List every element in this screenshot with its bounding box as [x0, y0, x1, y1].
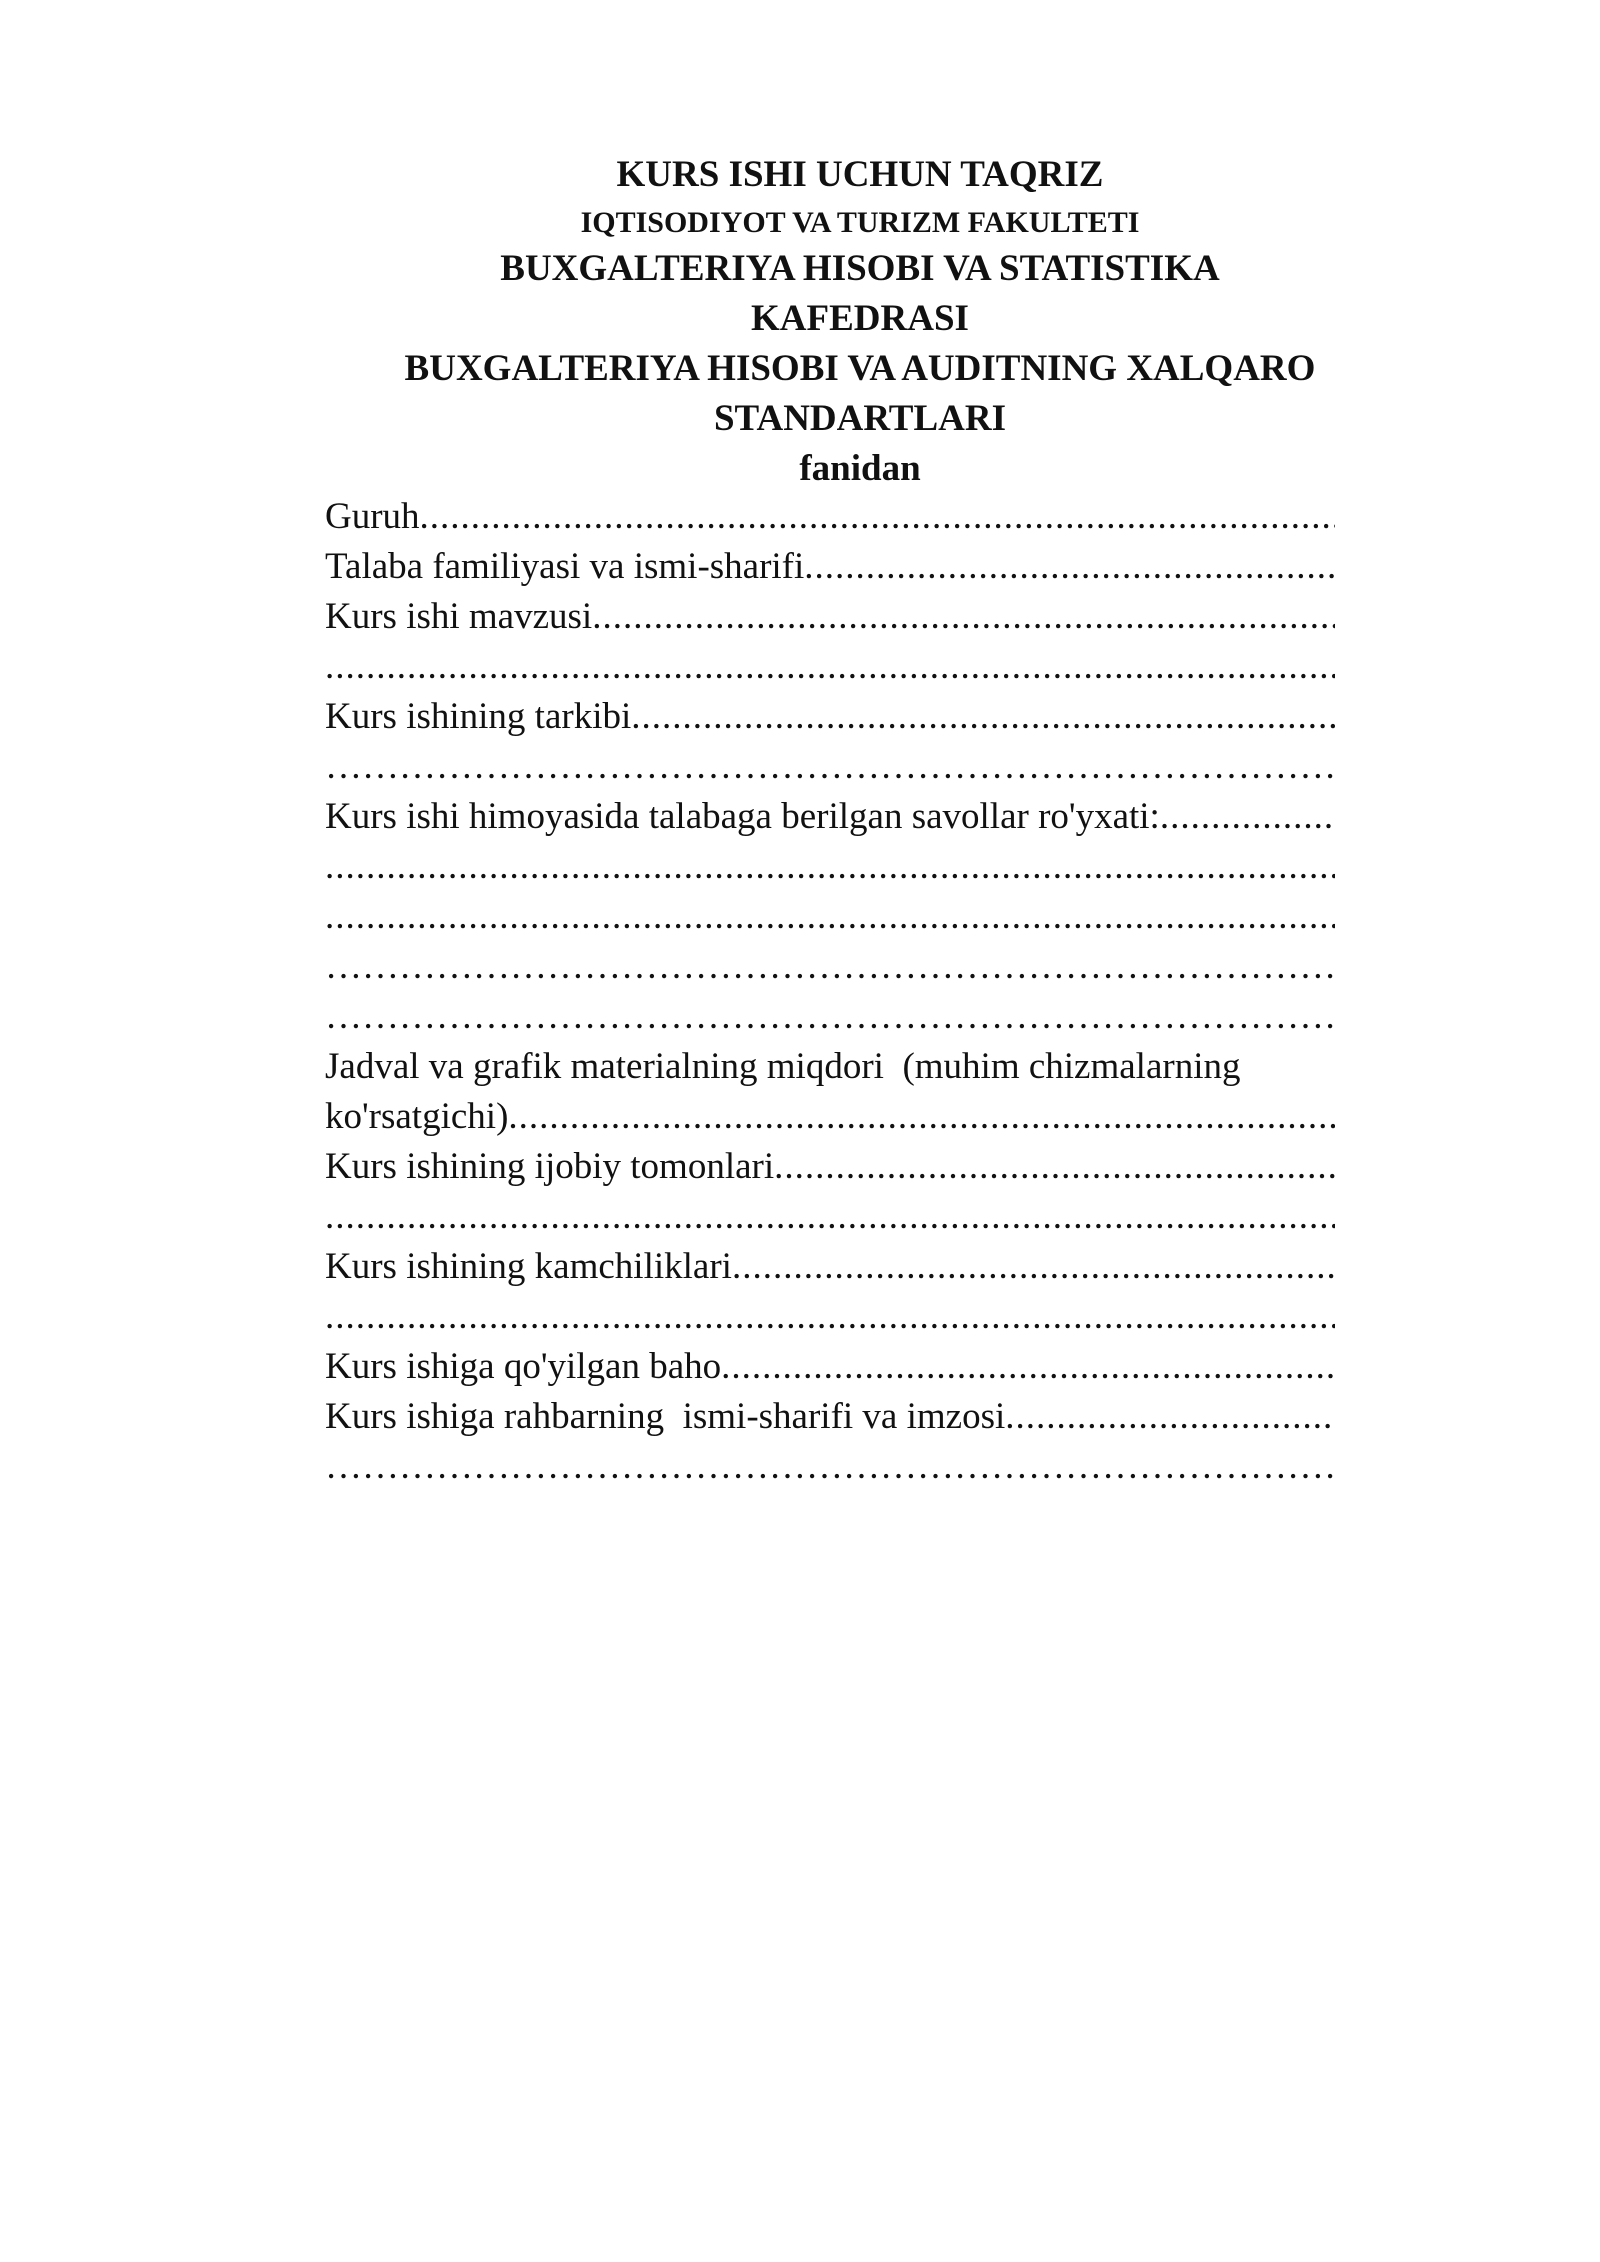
- group-field: [325, 492, 1335, 542]
- review-form: [325, 492, 1335, 1492]
- dotted-fill: [325, 1292, 1335, 1342]
- shortcomings-blank-line: [325, 1292, 1335, 1342]
- dotted-fill: [325, 842, 1335, 892]
- department-name-line2: KAFEDRASI: [751, 298, 969, 339]
- shortcomings-field: [325, 1242, 1335, 1292]
- questions-blank-line-4: [325, 992, 1335, 1042]
- dotted-fill: [721, 1342, 1335, 1392]
- questions-blank-line-3: [325, 942, 1335, 992]
- topic-blank-line: [325, 642, 1335, 692]
- questions-blank-line-2: [325, 892, 1335, 942]
- materials-label-line1: Jadval va grafik materialning miqdori (muhim chizmalarning: [325, 1046, 1241, 1087]
- grade-field: [325, 1342, 1335, 1392]
- faculty-name: IQTISODIYOT VA TURIZM FAKULTETI: [580, 206, 1140, 239]
- subject-name-line1: BUXGALTERIYA HISOBI VA AUDITNING XALQARO: [404, 348, 1316, 389]
- document-header: [300, 150, 1420, 494]
- dotted-fill: [774, 1142, 1335, 1192]
- grade-label: Kurs ishiga qo'yilgan baho: [325, 1346, 722, 1387]
- questions-label: Kurs ishi himoyasida talabaga berilgan savollar ro'yxati:: [325, 796, 1160, 837]
- shortcomings-label: Kurs ishining kamchiliklari: [325, 1246, 732, 1287]
- materials-field-line1: [325, 1042, 1335, 1092]
- dotted-fill: [804, 542, 1335, 592]
- ellipsis-fill: [325, 742, 1335, 792]
- supervisor-blank-line: [325, 1442, 1335, 1492]
- positives-blank-line: [325, 1192, 1335, 1242]
- ellipsis-fill: [325, 1442, 1335, 1492]
- structure-field: [325, 692, 1335, 742]
- student-name-field: [325, 542, 1335, 592]
- dotted-fill: [1005, 1392, 1335, 1442]
- dotted-fill: [592, 592, 1335, 642]
- ellipsis-fill: [325, 992, 1335, 1042]
- subject-suffix: fanidan: [799, 448, 921, 489]
- ellipsis-fill: [325, 942, 1335, 992]
- topic-field: [325, 592, 1335, 642]
- supervisor-field: [325, 1392, 1335, 1442]
- positives-label: Kurs ishining ijobiy tomonlari: [325, 1146, 775, 1187]
- materials-field-line2: [325, 1092, 1335, 1142]
- dotted-fill: [631, 692, 1335, 742]
- questions-blank-line-1: [325, 842, 1335, 892]
- positives-field: [325, 1142, 1335, 1192]
- materials-label-line2: ko'rsatgichi): [325, 1096, 509, 1137]
- dotted-fill: [420, 492, 1335, 542]
- supervisor-label: Kurs ishiga rahbarning ismi-sharifi va imzosi: [325, 1396, 1006, 1437]
- subject-name-line2: STANDARTLARI: [713, 398, 1006, 439]
- dotted-fill: [325, 1192, 1335, 1242]
- structure-label: Kurs ishining tarkibi: [325, 696, 632, 737]
- dotted-fill: [325, 642, 1335, 692]
- group-label: Guruh: [325, 496, 420, 537]
- dotted-fill: [1160, 792, 1335, 842]
- document-title: KURS ISHI UCHUN TAQRIZ: [616, 154, 1104, 195]
- topic-label: Kurs ishi mavzusi: [325, 596, 593, 637]
- questions-field: [325, 792, 1335, 842]
- dotted-fill: [325, 892, 1335, 942]
- structure-blank-line: [325, 742, 1335, 792]
- student-name-label: Talaba familiyasi va ismi-sharifi: [325, 546, 805, 587]
- department-name-line1: BUXGALTERIYA HISOBI VA STATISTIKA: [500, 248, 1220, 289]
- dotted-fill: [508, 1092, 1335, 1142]
- dotted-fill: [732, 1242, 1335, 1292]
